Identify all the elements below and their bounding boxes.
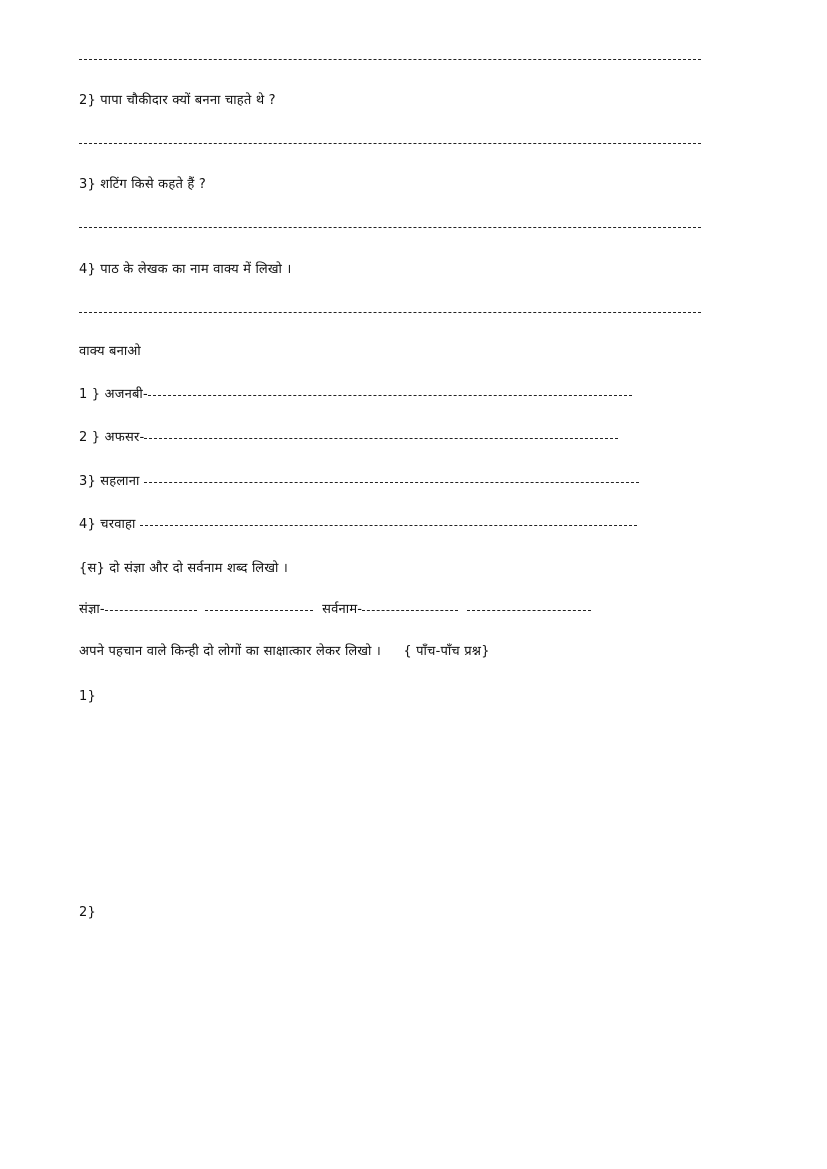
- pronoun-label: सर्वनाम-: [322, 602, 363, 617]
- sentence-item-2: [79, 429, 618, 447]
- answer-line: [79, 227, 701, 228]
- fill-line: [144, 438, 618, 439]
- fill-line: [205, 610, 313, 611]
- sentence-item-4: [79, 516, 637, 534]
- answer-line: [79, 59, 701, 60]
- fill-line: [144, 482, 639, 483]
- section-heading-make-sentences: वाक्य बनाओ: [79, 344, 141, 359]
- fill-line: [140, 525, 637, 526]
- answer-line: [79, 143, 701, 144]
- question-3: 3} शटिंग किसे कहते हैं ?: [79, 177, 206, 192]
- noun-pronoun-line: [79, 601, 591, 619]
- sentence-item-3: [79, 473, 639, 491]
- fill-line: [105, 610, 197, 611]
- fill-line: [362, 610, 458, 611]
- sentence-word: 4} चरवाहा: [79, 517, 136, 532]
- answer-label-2: 2}: [79, 905, 96, 920]
- fill-line: [148, 395, 632, 396]
- fill-line: [467, 610, 591, 611]
- grammar-instruction: {स} दो संज्ञा और दो सर्वनाम शब्द लिखो ।: [79, 561, 288, 576]
- noun-label: संज्ञा-: [79, 602, 105, 617]
- sentence-word: 2 } अफसर-: [79, 430, 145, 445]
- sentence-item-1: [79, 386, 632, 404]
- answer-label-1: 1}: [79, 689, 96, 704]
- sentence-word: 1 } अजनबी-: [79, 387, 148, 402]
- question-2: 2} पापा चौकीदार क्यों बनना चाहते थे ?: [79, 93, 276, 108]
- interview-text: अपने पहचान वाले किन्ही दो लोगों का साक्षात्कार लेकर लिखो ।: [79, 644, 382, 659]
- question-4: 4} पाठ के लेखक का नाम वाक्य में लिखो ।: [79, 262, 292, 277]
- interview-instruction: [79, 643, 490, 661]
- interview-note: { पाँच-पाँच प्रश्न}: [403, 644, 490, 659]
- answer-line: [79, 312, 701, 313]
- sentence-word: 3} सहलाना: [79, 474, 140, 489]
